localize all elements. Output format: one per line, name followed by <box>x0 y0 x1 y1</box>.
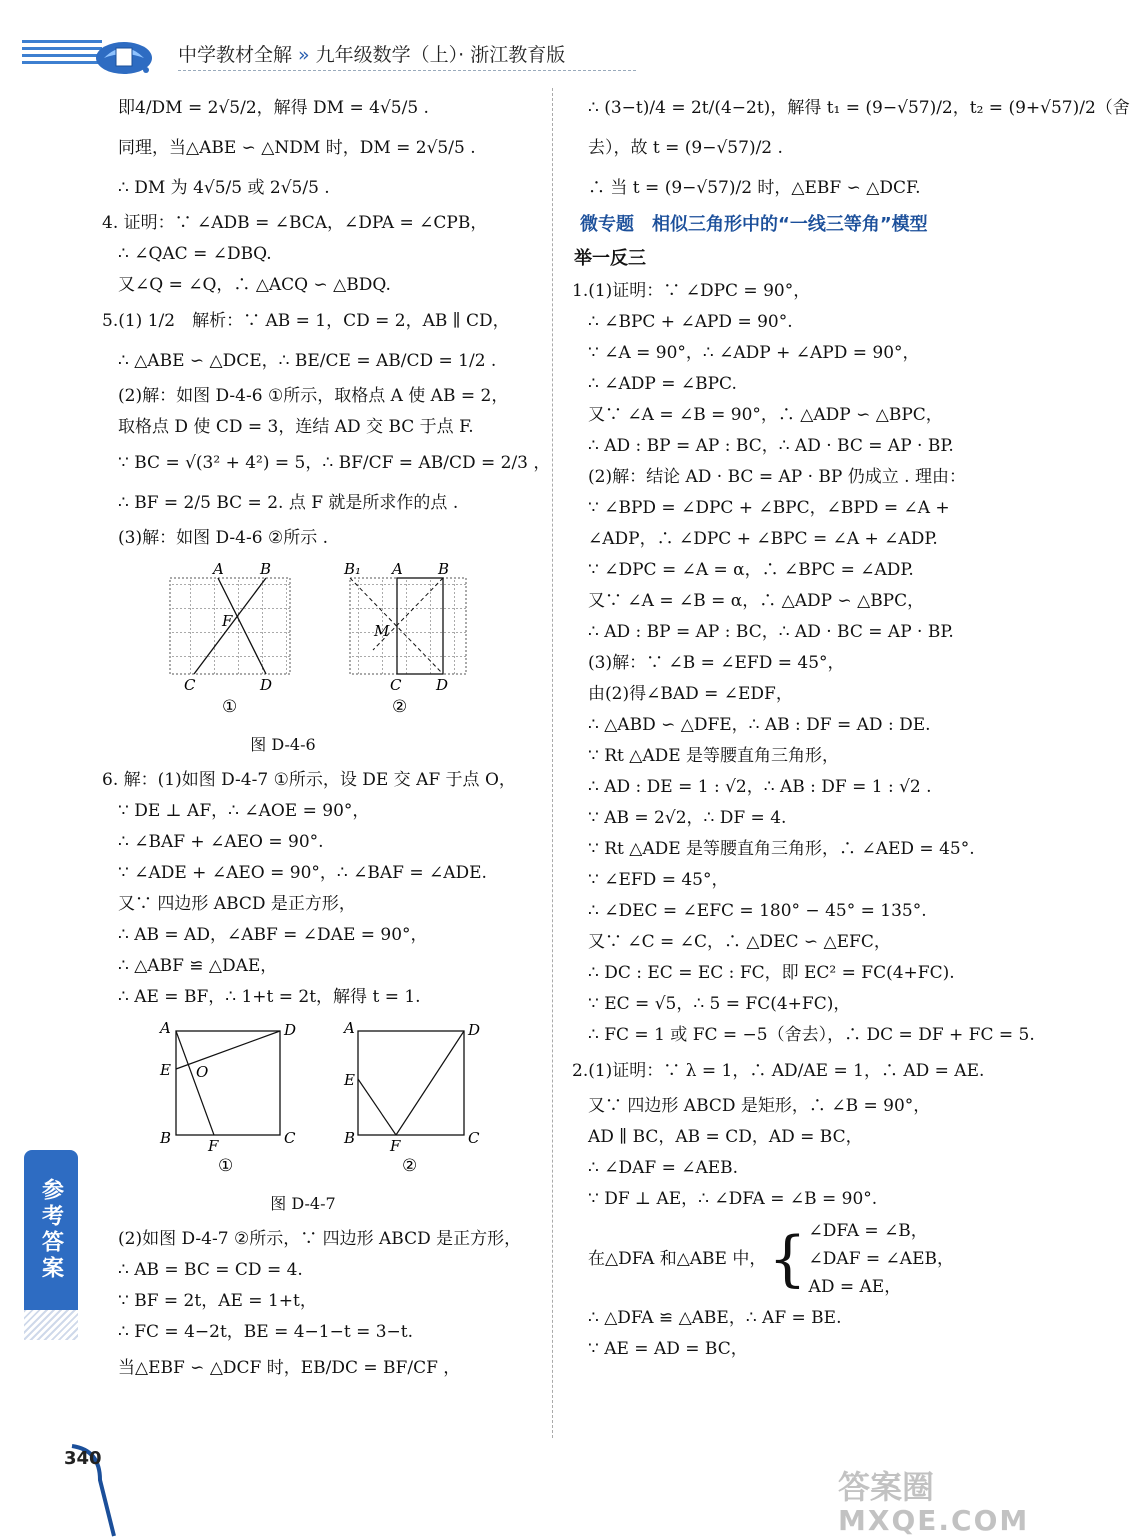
watermark-line2: MXQE.COM <box>838 1504 1030 1537</box>
book-subtitle: 九年级数学（上）· 浙江教育版 <box>315 44 566 66</box>
text-line: ∵ ∠A = 90°，∴ ∠ADP + ∠APD = 90°， <box>588 343 920 363</box>
left-column <box>102 88 551 1388</box>
section-subtitle: 举一反三 <box>574 248 646 269</box>
figure-number-2: ② <box>402 1156 418 1176</box>
text-line: ∴ ∠BAF + ∠AEO = 90°. <box>118 832 324 852</box>
text-line: 5.(1) 1/2 解析：∵ AB = 1，CD = 2，AB ∥ CD， <box>102 311 510 331</box>
text-line: ∴ △ABF ≌ △DAE， <box>118 956 278 976</box>
text-line: 6. 解：(1)如图 D-4-7 ①所示，设 DE 交 AF 于点 O， <box>102 770 516 790</box>
text-line: ∴ ∠QAC = ∠DBQ. <box>118 244 272 264</box>
figure-d-4-6 <box>118 560 538 759</box>
text-line: ∴ AD : BP = AP : BC，∴ AD · BC = AP · BP. <box>588 622 954 642</box>
label-b: B <box>260 560 272 578</box>
text-line: ∴ ∠BPC + ∠APD = 90°. <box>588 312 793 332</box>
figure-number-1: ① <box>222 697 238 717</box>
label-a2: A <box>344 1019 355 1037</box>
text-line: ∴ AE = BF，∴ 1+t = 2t，解得 t = 1. <box>118 987 421 1007</box>
text-line: (2)解：结论 AD · BC = AP · BP 仍成立 . 理由： <box>588 467 966 487</box>
label-a: A <box>213 560 224 578</box>
label-d: D <box>284 1021 297 1039</box>
label-f: F <box>208 1137 219 1155</box>
label-a: A <box>160 1019 171 1037</box>
side-tab-answers: 参考答案 <box>24 1150 78 1310</box>
book-logo-icon <box>92 28 156 76</box>
figure-number-1: ① <box>218 1156 234 1176</box>
text-line: AD ∥ BC，AB = CD，AD = BC， <box>588 1127 863 1147</box>
label-d2: D <box>436 676 449 694</box>
grid-diagram <box>118 560 448 720</box>
watermark <box>838 1470 1029 1538</box>
text-line: 去），故 t = (9−√57)/2 . <box>588 138 783 158</box>
label-c: C <box>284 1129 296 1147</box>
text-line: 取格点 D 使 CD = 3，连结 AD 交 BC 于点 F. <box>118 417 474 437</box>
text-line: 同理，当△ABE ∽ △NDM 时，DM = 2√5/5 . <box>118 138 476 158</box>
label-m: M <box>374 622 390 640</box>
text-line: ∵ AB = 2√2，∴ DF = 4. <box>588 808 787 828</box>
text-line: (3)解：如图 D-4-6 ②所示 . <box>118 528 329 548</box>
text-line: ∴ AB = BC = CD = 4. <box>118 1260 303 1280</box>
text-line: ∵ BF = 2t，AE = 1+t， <box>118 1291 317 1311</box>
text-line: (2)解：如图 D-4-6 ①所示，取格点 A 使 AB = 2， <box>118 386 509 406</box>
brace-item: ∠DAF = ∠AEB， <box>808 1249 954 1269</box>
label-b2: B <box>344 1129 356 1147</box>
label-f2: F <box>390 1137 401 1155</box>
text-line: 又∵ 四边形 ABCD 是正方形， <box>118 894 356 914</box>
text-line: 又∵ ∠C = ∠C，∴ △DEC ∽ △EFC， <box>588 932 891 952</box>
text-line: 1.(1)证明：∵ ∠DPC = 90°， <box>572 281 811 301</box>
text-line: ∴ ∠ADP = ∠BPC. <box>588 374 737 394</box>
label-e2: E <box>344 1071 355 1089</box>
text-line: ∴ FC = 1 或 FC = −5（舍去），∴ DC = DF + FC = 5. <box>588 1025 1035 1045</box>
right-column <box>572 88 1130 1365</box>
label-a2: A <box>392 560 403 578</box>
text-line: ∴ DC : EC = EC : FC，即 EC² = FC(4+FC). <box>588 963 955 983</box>
text-line: ∴ △ABE ∽ △DCE，∴ BE/CE = AB/CD = 1/2 . <box>118 351 497 371</box>
text-line: ∴ DM 为 4√5/5 或 2√5/5 . <box>118 178 330 198</box>
label-c2: C <box>468 1129 480 1147</box>
header-rule <box>178 70 636 71</box>
text-line: ∴ △DFA ≌ △ABE，∴ AF = BE. <box>588 1308 842 1328</box>
text-line: ∴ FC = 4−2t，BE = 4−1−t = 3−t. <box>118 1322 414 1342</box>
text-line: ∴ BF = 2/5 BC = 2. 点 F 就是所求作的点 . <box>118 493 459 513</box>
text-line: 2.(1)证明：∵ λ = 1，∴ AD/AE = 1，∴ AD = AE. <box>572 1061 985 1081</box>
text-line: ∵ Rt △ADE 是等腰直角三角形， <box>588 746 840 766</box>
text-line: ∴ △ABD ∽ △DFE，∴ AB : DF = AD : DE. <box>588 715 931 735</box>
text-line: 又∵ ∠A = ∠B = 90°，∴ △ADP ∽ △BPC， <box>588 405 943 425</box>
text-line: 即4/DM = 2√5/2，解得 DM = 4√5/5 . <box>118 98 429 118</box>
label-o: O <box>196 1063 209 1081</box>
side-tab-hatch <box>24 1310 78 1340</box>
text-line: (2)如图 D-4-7 ②所示，∵ 四边形 ABCD 是正方形， <box>118 1229 522 1249</box>
brace-item: ∠DFA = ∠B， <box>808 1221 928 1241</box>
text-line: ∵ ∠DPC = ∠A = α，∴ ∠BPC = ∠ADP. <box>588 560 914 580</box>
text-line: ∵ BC = √(3² + 4²) = 5，∴ BF/CF = AB/CD = 2/3 ， <box>118 453 551 473</box>
text-line: ∴ (3−t)/4 = 2t/(4−2t)，解得 t₁ = (9−√57)/2，t₂ = (9+√57)/2（舍 <box>588 98 1130 118</box>
page-header <box>0 0 1038 80</box>
text-line: 又∵ 四边形 ABCD 是矩形，∴ ∠B = 90°， <box>588 1096 931 1116</box>
text-line: 当△EBF ∽ △DCF 时，EB/DC = BF/CF ， <box>118 1358 461 1378</box>
text-line: (3)解：∵ ∠B = ∠EFD = 45°， <box>588 653 845 673</box>
header-stripes <box>22 40 102 70</box>
text-line: 又∵ ∠A = ∠B = α，∴ △ADP ∽ △BPC， <box>588 591 925 611</box>
text-line: ∴ ∠DEC = ∠EFC = 180° − 45° = 135°. <box>588 901 927 921</box>
label-f: F <box>222 612 233 630</box>
text-line: 由(2)得∠BAD = ∠EDF， <box>588 684 793 704</box>
figure-number-2: ② <box>392 697 408 717</box>
text-line: ∴ AD : DE = 1 : √2，∴ AB : DF = 1 : √2 . <box>588 777 932 797</box>
text-line: 又∠Q = ∠Q，∴ △ACQ ∽ △BDQ. <box>118 275 391 295</box>
text-line: ∵ EC = √5，∴ 5 = FC(4+FC)， <box>588 994 851 1014</box>
label-b2: B <box>438 560 450 578</box>
label-c2: C <box>390 676 402 694</box>
label-d2: D <box>468 1021 481 1039</box>
column-divider <box>552 88 553 1438</box>
figure-caption: 图 D-4-7 <box>270 1194 336 1213</box>
figure-d-4-7 <box>118 1019 538 1218</box>
brace-item: AD = AE， <box>808 1277 902 1297</box>
book-title: 中学教材全解 <box>178 44 293 66</box>
brace-system <box>588 1217 1018 1301</box>
figure-caption: 图 D-4-6 <box>250 735 316 754</box>
label-d: D <box>260 676 273 694</box>
section-title: 微专题 相似三角形中的“一线三等角”模型 <box>580 214 928 235</box>
text-line: ∴ AD : BP = AP : BC，∴ AD · BC = AP · BP. <box>588 436 954 456</box>
header-title: 中学教材全解 » 九年级数学（上）· 浙江教育版 <box>178 44 566 66</box>
text-line: ∵ ∠EFD = 45°， <box>588 870 729 890</box>
text-line: ∠ADP，∴ ∠DPC + ∠BPC = ∠A + ∠ADP. <box>588 529 938 549</box>
page-number: 340 <box>64 1448 102 1469</box>
text-line: ∴ 当 t = (9−√57)/2 时，△EBF ∽ △DCF. <box>588 178 921 198</box>
text-line: ∵ ∠BPD = ∠DPC + ∠BPC，∠BPD = ∠A + <box>588 498 950 518</box>
brace-prefix: 在△DFA 和△ABE 中， <box>588 1249 767 1269</box>
label-e: E <box>160 1061 171 1079</box>
text-line: ∴ ∠DAF = ∠AEB. <box>588 1158 739 1178</box>
text-line: ∵ ∠ADE + ∠AEO = 90°，∴ ∠BAF = ∠ADE. <box>118 863 487 883</box>
label-c: C <box>184 676 196 694</box>
square-diagrams <box>118 1019 488 1179</box>
label-b: B <box>160 1129 172 1147</box>
text-line: ∵ Rt △ADE 是等腰直角三角形，∴ ∠AED = 45°. <box>588 839 975 859</box>
text-line: ∵ DE ⊥ AF，∴ ∠AOE = 90°， <box>118 801 370 821</box>
text-line: ∵ DF ⊥ AE，∴ ∠DFA = ∠B = 90°. <box>588 1189 878 1209</box>
brace-icon: { <box>768 1224 807 1294</box>
text-line: 4. 证明：∵ ∠ADB = ∠BCA，∠DPA = ∠CPB， <box>102 213 488 233</box>
watermark-line1: 答案圈 <box>838 1468 935 1506</box>
label-b1: B₁ <box>344 560 362 578</box>
text-line: ∵ AE = AD = BC， <box>588 1339 748 1359</box>
text-line: ∴ AB = AD，∠ABF = ∠DAE = 90°， <box>118 925 428 945</box>
